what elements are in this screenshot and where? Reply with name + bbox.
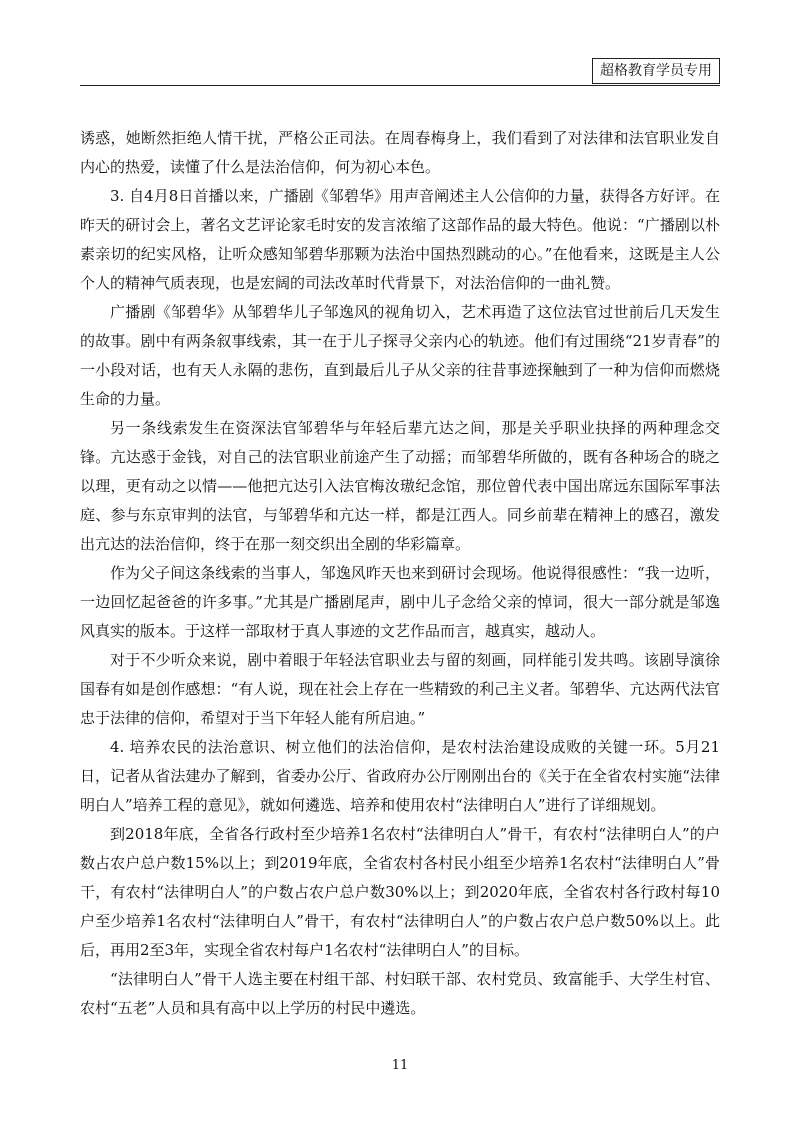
document-body	[80, 124, 720, 1023]
header-rule	[80, 85, 720, 86]
page-number: 11	[391, 1058, 409, 1073]
paragraph-4: 另一条线索发生在资深法官邹碧华与年轻后辈亢达之间，那是关乎职业抉择的两种理念交锋。亢达惑于金钱，对自己的法官职业前途产生了动摇；而邹碧华所做的，既有各种场合的晓之以理，更有动之以情——他把亢达引入法官梅汝璈纪念馆，那位曾代表中国出席远东国际军事法庭、参与东京审判的法官，与邹碧华和亢达一样，都是江西人。同乡前辈在精神上的感召，激发出亢达的法治信仰，终于在那一刻交织出全剧的华彩篇章。	[80, 419, 720, 553]
paragraph-5: 作为父子间这条线索的当事人，邹逸风昨天也来到研讨会现场。他说得很感性：“我一边听，一边回忆起爸爸的许多事。”尤其是广播剧尾声，剧中儿子念给父亲的悼词，很大一部分就是邹逸风真实的版本。于这样一部取材于真人事迹的文艺作品而言，越真实，越动人。	[80, 564, 720, 640]
paragraph-9: “法律明白人”骨干人选主要在村组干部、村妇联干部、农村党员、致富能手、大学生村官、农村“五老”人员和具有高中以上学历的村民中遴选。	[80, 970, 720, 1017]
paragraph-1: 诱惑，她断然拒绝人情干扰，严格公正司法。在周春梅身上，我们看到了对法律和法官职业发自内心的热爱，读懂了什么是法治信仰，何为初心本色。	[80, 129, 720, 176]
paragraph-8: 到2018年底，全省各行政村至少培养1名农村“法律明白人”骨干，有农村“法律明白人”的户数占农户总户数15%以上；到2019年底，全省农村各村民小组至少培养1名农村“法律明白人”骨干，有农村“法律明白人”的户数占农户总户数30%以上；到2020年底，全省农村各行政村每10户至少培养1名农村“法律明白人”骨干，有农村“法律明白人”的户数占农户总户数50%以上。此后，再用2至3年，实现全省农村每户1名农村“法律明白人”的目标。	[80, 825, 720, 959]
paragraph-3: 广播剧《邹碧华》从邹碧华儿子邹逸风的视角切入，艺术再造了这位法官过世前后几天发生的故事。剧中有两条叙事线索，其一在于儿子探寻父亲内心的轨迹。他们有过围绕“21岁青春”的一小段对话，也有天人永隔的悲伤，直到最后儿子从父亲的往昔事迹探触到了一种为信仰而燃烧生命的力量。	[80, 303, 720, 408]
header-label: 超格教育学员专用	[592, 58, 720, 84]
paragraph-2: 3. 自4月8日首播以来，广播剧《邹碧华》用声音阐述主人公信仰的力量，获得各方好评。在昨天的研讨会上，著名文艺评论家毛时安的发言浓缩了这部作品的最大特色。他说：“广播剧以朴素亲切的纪实风格，让听众感知邹碧华那颗为法治中国热烈跳动的心。”在他看来，这既是主人公个人的精神气质表现，也是宏阔的司法改革时代背景下，对法治信仰的一曲礼赞。	[80, 187, 720, 292]
paragraph-6: 对于不少听众来说，剧中着眼于年轻法官职业去与留的刻画，同样能引发共鸣。该剧导演徐国春有如是创作感想：“有人说，现在社会上存在一些精致的利己主义者。邹碧华、亢达两代法官忠于法律的信仰，希望对于当下年轻人能有所启迪。”	[80, 651, 720, 727]
paragraph-7: 4. 培养农民的法治意识、树立他们的法治信仰，是农村法治建设成败的关键一环。5月21日，记者从省法建办了解到，省委办公厅、省政府办公厅刚刚出台的《关于在全省农村实施“法律明白人”培养工程的意见》，就如何遴选、培养和使用农村“法律明白人”进行了详细规划。	[80, 738, 720, 814]
